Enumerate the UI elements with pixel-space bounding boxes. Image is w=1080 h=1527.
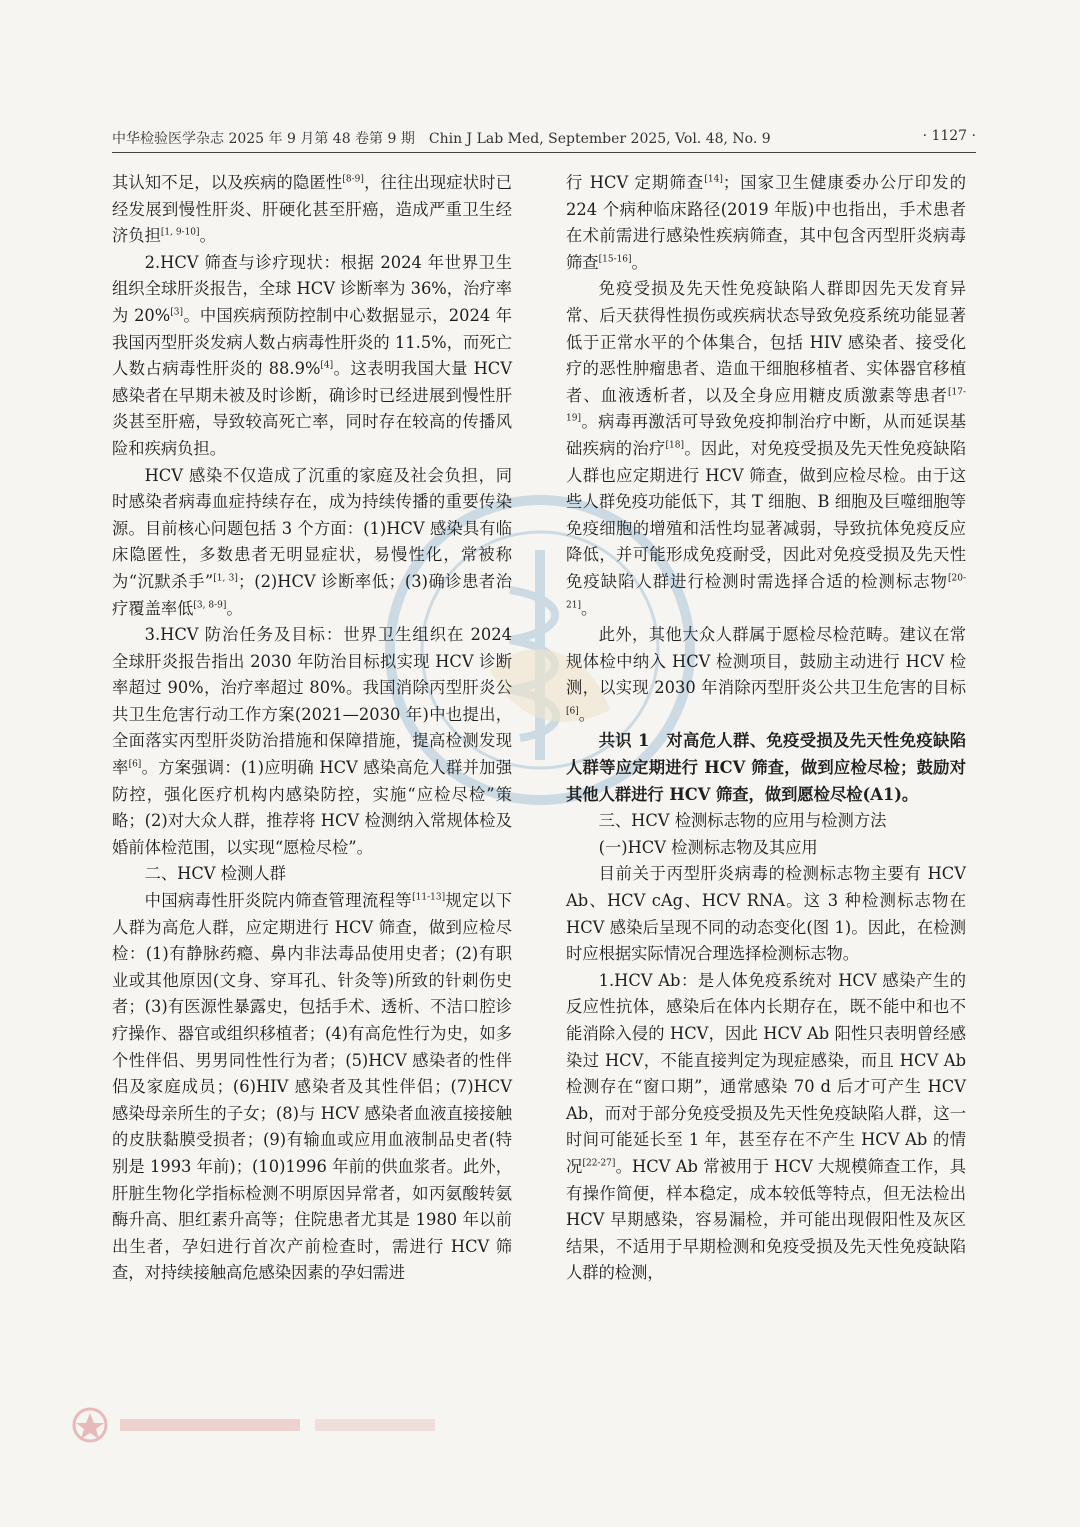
citation-ref: [11-13] <box>412 892 446 903</box>
citation-ref: [6] <box>566 706 579 717</box>
text-run: 。 <box>578 704 596 724</box>
citation-ref: [20-21] <box>566 573 966 611</box>
paragraph <box>112 250 512 463</box>
text-run: 。 <box>631 252 648 272</box>
text-run: 3.HCV 防治任务及目标：世界卫生组织在 2024 全球肝炎报告指出 2030 年防治目标拟实现 HCV 诊断率超过 90%，治疗率超过 80%。我国消除丙型肝炎公共卫生危害行动工作方案(2021—2030 年)中也提出，全面落实丙型肝炎防治措施和保障措施，提高检测发现率 <box>112 625 512 778</box>
text-run: 。中国疾病预防控制中心数据显示，2024 年我国丙型肝炎发病人数占病毒性肝炎的 11.5%，而死亡人数占病毒性肝炎的 88.9% <box>112 305 512 379</box>
text-run: (一)HCV 检测标志物及其应用 <box>598 837 818 857</box>
citation-ref: [1, 9-10] <box>160 227 200 238</box>
paragraph-continued <box>566 170 966 276</box>
section-heading <box>566 835 966 862</box>
page-number: · 1127 · <box>922 128 976 144</box>
paragraph <box>112 463 512 623</box>
paragraph <box>112 622 512 861</box>
text-run: 。这表明我国大量 HCV 感染者在早期未被及时诊断，确诊时已经进展到慢性肝炎甚至肝癌，导致较高死亡率，同时存在较高的传播风险和疾病负担。 <box>112 359 512 458</box>
publisher-logo-icon <box>70 1405 450 1445</box>
citation-ref: [14] <box>704 174 723 185</box>
citation-ref: [3, 8-9] <box>193 600 227 611</box>
text-run: 免疫受损及先天性免疫缺陷人群即因先天发育异常、后天获得性损伤或疾病状态导致免疫系统功能显著低于正常水平的个体集合，包括 HIV 感染者、接受化疗的恶性肿瘤患者、造血干细胞移植者、实体器官移植者、血液透析者，以及全身应用糖皮质激素等患者 <box>566 279 966 405</box>
paragraph <box>566 276 966 622</box>
text-run: 规定以下人群为高危人群，应定期进行 HCV 筛查，做到应检尽检：(1)有静脉药瘾、鼻内非法毒品使用史者；(2)有职业或其他原因(文身、穿耳孔、针灸等)所致的针刺伤史者；(3)有医源性暴露史，包括手术、透析、不洁口腔诊疗操作、器官或组织移植者；(4)有高危性行为史，如多个性伴侣、男男同性性行为者；(5)HCV 感染者的性伴侣及家庭成员；(6)HIV 感染者及其性伴侣；(7)HCV 感染母亲所生的子女；(8)与 HCV 感染者血液直接接触的皮肤黏膜受损者；(9)有输血或应用血液制品史者(特别是 1993 年前)；(10)1996 年前的供血浆者。此外，肝脏生物化学指标检测不明原因异常者，如丙氨酸转氨酶升高、胆红素升高等；住院患者尤其是 1980 年以前出生者，孕妇进行首次产前检查时，需进行 HCV 筛查，对持续接触高危感染因素的孕妇需进 <box>112 891 512 1283</box>
citation-ref: [22-27] <box>582 1158 616 1169</box>
text-run: 中国病毒性肝炎院内筛查管理流程等 <box>144 891 413 911</box>
citation-ref: [18] <box>665 440 685 451</box>
text-run: 行 HCV 定期筛查 <box>566 173 705 192</box>
text-run: ；国家卫生健康委办公厅印发的 224 个病种临床路径(2019 年版)中也指出，手术患者在术前需进行感染性疾病筛查，其中包含丙型肝炎病毒筛查 <box>566 173 966 272</box>
text-run: ，往往出现症状时已经发展到慢性肝炎、肝硬化甚至肝癌，造成严重卫生经济负担 <box>112 173 512 246</box>
paragraph <box>112 888 512 1287</box>
text-run: 。方案强调：(1)应明确 HCV 感染高危人群并加强防控，强化医疗机构内感染防控，实施“应检尽检”策略；(2)对大众人群，推荐将 HCV 检测纳入常规体检及婚前体检范围，以实现“愿检尽检”。 <box>112 758 512 857</box>
paragraph <box>566 861 966 967</box>
right-column <box>566 170 966 1287</box>
citation-ref: [17-19] <box>566 387 966 424</box>
text-run: 。 <box>199 226 216 246</box>
text-run: 。因此，对免疫受损及先天性免疫缺陷人群也应定期进行 HCV 筛查，做到应检尽检。由于这些人群免疫功能低下，其 T 细胞、B 细胞及巨噬细胞等免疫细胞的增殖和活性均显著减弱，导致抗体免疫反应降低，并可能形成免疫耐受，因此对免疫受损及先天性免疫缺陷人群进行检测时需选择合适的检测标志物 <box>566 438 966 591</box>
text-run: 2.HCV 筛查与诊疗现状：根据 2024 年世界卫生组织全球肝炎报告，全球 HCV 诊断率为 36%，治疗率为 20% <box>112 252 512 325</box>
text-run: 此外，其他大众人群属于愿检尽检范畴。建议在常规体检中纳入 HCV 检测项目，鼓励主动进行 HCV 检测，以实现 2030 年消除丙型肝炎公共卫生危害的目标 <box>566 625 966 698</box>
citation-ref: [15-16] <box>598 254 632 265</box>
citation-ref: [1, 3] <box>213 573 238 584</box>
text-run: HCV 感染不仅造成了沉重的家庭及社会负担，同时感染者病毒血症持续存在，成为持续传播的重要传染源。目前核心问题包括 3 个方面：(1)HCV 感染具有临床隐匿性，多数患者无明显症状，易慢性化，常被称为“沉默杀手” <box>112 465 512 591</box>
left-column <box>112 170 512 1287</box>
paragraph <box>566 622 966 728</box>
section-heading <box>112 861 512 888</box>
text-run: 二、HCV 检测人群 <box>144 864 286 884</box>
journal-citation: 中华检验医学杂志 2025 年 9 月第 48 卷第 9 期 Chin J Lab Med, September 2025, Vol. 48, No. 9 <box>112 131 771 147</box>
text-run: 。HCV Ab 常被用于 HCV 大规模筛查工作，具有操作简便，样本稳定，成本较低等特点，但无法检出 HCV 早期感染，容易漏检，并可能出现假阳性及灰区结果，不适用于早期检测和免疫受损及先天性免疫缺陷人群的检测， <box>566 1156 966 1283</box>
paragraph <box>566 968 966 1287</box>
citation-ref: [6] <box>128 759 142 770</box>
consensus-statement <box>566 728 966 808</box>
text-run: 目前关于丙型肝炎病毒的检测标志物主要有 HCV Ab、HCV cAg、HCV RNA。这 3 种检测标志物在 HCV 感染后呈现不同的动态变化(图 1)。因此，在检测时应根据实际情况合理选择检测标志物。 <box>566 864 966 964</box>
text-run: 。 <box>580 598 598 618</box>
paragraph-continued <box>112 170 512 250</box>
text-run: 。 <box>226 598 243 618</box>
text-run: 共识 1 对高危人群、免疫受损及先天性免疫缺陷人群等应定期进行 HCV 筛查，做到应检尽检；鼓励对其他人群进行 HCV 筛查，做到愿检尽检(A1)。 <box>566 731 966 804</box>
citation-ref: [3] <box>170 307 184 318</box>
citation-ref: [4] <box>320 360 334 371</box>
section-heading <box>566 808 966 835</box>
text-run: ；(2)HCV 诊断率低；(3)确诊患者治疗覆盖率低 <box>112 571 512 618</box>
citation-ref: [8-9] <box>342 174 364 185</box>
text-run: 其认知不足，以及疾病的隐匿性 <box>112 173 343 192</box>
text-run: 。病毒再激活可导致免疫抑制治疗中断，从而延误基础疾病的治疗 <box>566 412 966 458</box>
running-header <box>112 126 976 153</box>
text-run: 三、HCV 检测标志物的应用与检测方法 <box>598 811 887 831</box>
text-run: 1.HCV Ab：是人体免疫系统对 HCV 感染产生的反应性抗体，感染后在体内长期存在，既不能中和也不能消除入侵的 HCV，因此 HCV Ab 阳性只表明曾经感染过 HCV，不能直接判定为现症感染，而且 HCV Ab 检测存在“窗口期”，通常感染 70 d 后才可产生 HCV Ab，而对于部分免疫受损及先天性免疫缺陷人群，这一时间可能延长至 1 年，甚至存在不产生 HCV Ab 的情况 <box>566 970 966 1176</box>
